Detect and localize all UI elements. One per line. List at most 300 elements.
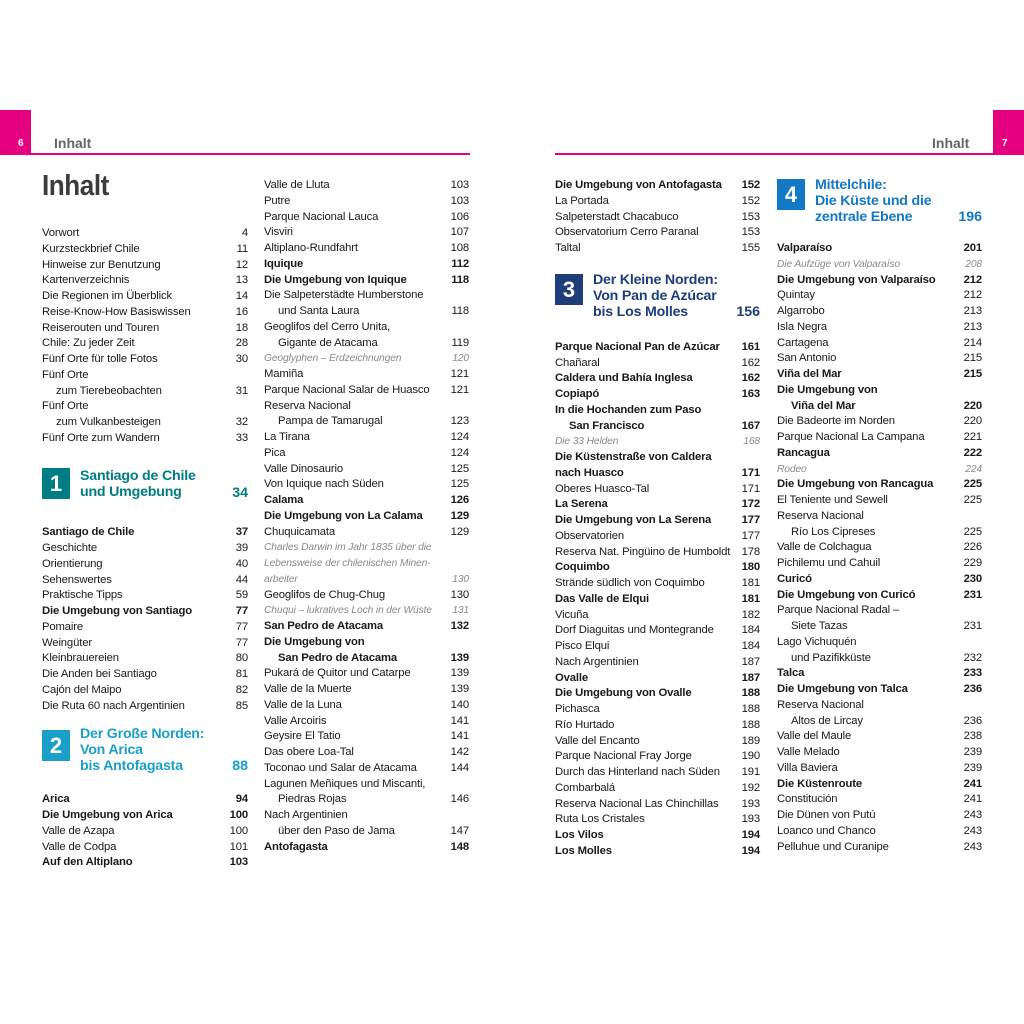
toc-entry[interactable] — [777, 288, 982, 304]
toc-entry[interactable] — [264, 477, 469, 493]
section-4-heading[interactable] — [777, 178, 982, 241]
toc-entry-title: Valle del Encanto — [555, 734, 640, 747]
toc-entry-title: Mamiña — [264, 368, 304, 380]
toc-entry-title: Coquimbo — [555, 561, 610, 574]
toc-entry-title: Die Umgebung von — [777, 383, 878, 396]
toc-entry-page: 231 — [963, 588, 982, 601]
toc-entry[interactable] — [42, 242, 248, 258]
toc-entry[interactable] — [777, 635, 982, 651]
toc-entry[interactable] — [264, 383, 469, 399]
section-title-line: Von Arica — [80, 742, 143, 759]
section-1-heading[interactable] — [42, 462, 248, 525]
toc-entry-title: Siete Tazas — [791, 620, 848, 632]
toc-entry[interactable] — [264, 588, 469, 604]
toc-entry[interactable] — [555, 560, 760, 576]
toc-entry-title: Valle de la Muerte — [264, 683, 352, 695]
toc-entry[interactable] — [777, 777, 982, 793]
toc-entry-title: Quintay — [777, 289, 815, 302]
toc-entry-title: Gigante de Atacama — [278, 336, 378, 349]
section-title — [80, 726, 204, 774]
toc-entry-title: Kleinbrauereien — [42, 652, 119, 665]
toc-entry[interactable] — [555, 639, 760, 655]
toc-entry-page: 225 — [963, 525, 982, 538]
toc-entry[interactable] — [264, 430, 469, 446]
toc-entry-title: Geoglifos del Cerro Unita, — [264, 320, 391, 333]
toc-entry[interactable] — [555, 655, 760, 671]
toc-entry-page: 129 — [450, 509, 469, 522]
toc-entry[interactable] — [264, 351, 469, 367]
toc-entry-page: 241 — [963, 793, 982, 806]
toc-entry-page: 243 — [963, 809, 982, 821]
toc-entry[interactable] — [42, 636, 248, 652]
toc-entry-page: 30 — [235, 353, 248, 365]
section-3-heading[interactable] — [555, 257, 760, 340]
toc-entry[interactable] — [264, 367, 469, 383]
toc-entry-page: 40 — [235, 557, 248, 570]
toc-entry-title: Putre — [264, 194, 291, 207]
toc-entry[interactable] — [42, 399, 248, 415]
toc-entry-page: 215 — [963, 368, 982, 380]
toc-entry[interactable] — [555, 592, 760, 608]
toc-entry-title: Durch das Hinterland nach Süden — [555, 766, 720, 778]
toc-entry-title: Caldera und Bahía Inglesa — [555, 372, 693, 385]
toc-entry[interactable] — [777, 304, 982, 320]
toc-entry-title: Die Badeorte im Norden — [777, 415, 895, 428]
toc-entry[interactable] — [264, 729, 469, 745]
toc-entry[interactable] — [555, 828, 760, 844]
toc-entry[interactable] — [42, 620, 248, 636]
toc-entry[interactable] — [42, 384, 248, 400]
toc-entry[interactable] — [777, 367, 982, 383]
toc-entry[interactable] — [555, 403, 760, 419]
toc-entry[interactable] — [555, 419, 760, 435]
toc-entry[interactable] — [264, 241, 469, 257]
toc-entry-page: 80 — [235, 652, 248, 665]
section-title-line: Santiago de Chile — [80, 468, 196, 485]
toc-entry[interactable] — [42, 588, 248, 604]
toc-entry[interactable] — [264, 840, 469, 856]
toc-entry-title: Fünf Orte — [42, 400, 89, 413]
toc-entry-title: Nach Argentinien — [555, 655, 639, 668]
toc-entry-title: Von Iquique nach Süden — [264, 478, 384, 491]
toc-entry-page: 141 — [450, 714, 469, 727]
toc-entry-page: 167 — [741, 419, 760, 432]
toc-entry[interactable] — [42, 541, 248, 557]
toc-entry[interactable] — [777, 509, 982, 525]
toc-entry[interactable] — [555, 623, 760, 639]
toc-entry-title: Die Umgebung von La Serena — [555, 514, 712, 526]
toc-entry[interactable] — [777, 714, 982, 730]
toc-entry-title: Dorf Diaguitas und Montegrande — [555, 624, 714, 637]
toc-entry[interactable] — [264, 824, 469, 840]
toc-entry-title: Chuqui – lukratives Loch in der Wüste — [264, 605, 432, 617]
toc-entry[interactable] — [42, 273, 248, 289]
toc-entry-title: Kurzsteckbrief Chile — [42, 242, 140, 255]
toc-entry[interactable] — [777, 792, 982, 808]
toc-entry-title: Geoglyphen – Erdzeichnungen — [264, 353, 402, 365]
toc-entry-title: Reserva Nat. Pingüino de Humboldt — [555, 545, 731, 558]
toc-entry-page: 181 — [741, 577, 760, 589]
toc-entry-title: Talca — [777, 667, 805, 680]
toc-entry[interactable] — [777, 808, 982, 824]
toc-entry[interactable] — [777, 603, 982, 619]
toc-entry[interactable] — [555, 178, 760, 194]
toc-entry-title: Die Salpeterstädte Humberstone — [264, 289, 424, 302]
toc-entry[interactable] — [42, 525, 248, 541]
toc-entry-title: Die Umgebung von Curicó — [777, 588, 916, 601]
toc-entry-title: Die Umgebung von Iquique — [264, 273, 407, 286]
toc-entry-page: 103 — [450, 179, 469, 191]
toc-entry-title: Ruta Los Cristales — [555, 813, 645, 826]
toc-entry-title: Parque Nacional Fray Jorge — [555, 750, 692, 763]
toc-entry[interactable] — [777, 336, 982, 352]
toc-entry[interactable] — [264, 745, 469, 761]
toc-entry[interactable] — [555, 450, 760, 466]
toc-entry-page: 181 — [741, 592, 760, 605]
toc-entry[interactable] — [777, 572, 982, 588]
toc-entry[interactable] — [264, 178, 469, 194]
toc-entry[interactable] — [264, 619, 469, 635]
toc-entry[interactable] — [264, 304, 469, 320]
toc-entry-title: San Antonio — [777, 352, 837, 365]
toc-entry[interactable] — [42, 431, 248, 447]
toc-entry-page: 239 — [963, 746, 982, 758]
toc-entry-page: 238 — [963, 730, 982, 743]
toc-entry[interactable] — [777, 540, 982, 556]
toc-entry[interactable] — [555, 812, 760, 828]
toc-entry[interactable] — [777, 588, 982, 604]
toc-entry-page: 224 — [965, 463, 982, 475]
toc-entry-page: 144 — [450, 761, 469, 774]
toc-entry-page: 184 — [741, 624, 760, 637]
toc-entry-page: 162 — [741, 372, 760, 385]
toc-entry[interactable] — [264, 462, 469, 478]
toc-entry[interactable] — [42, 321, 248, 337]
toc-entry[interactable] — [777, 619, 982, 635]
toc-entry[interactable] — [555, 702, 760, 718]
toc-entry[interactable] — [555, 781, 760, 797]
toc-entry-page: 142 — [450, 746, 469, 758]
toc-entry-page: 130 — [450, 588, 469, 601]
toc-entry[interactable] — [555, 608, 760, 624]
toc-entry-title: Rodeo — [777, 463, 807, 475]
toc-entry[interactable] — [264, 540, 469, 556]
toc-entry-title: Chile: Zu jeder Zeit — [42, 337, 135, 350]
toc-entry[interactable] — [555, 844, 760, 860]
toc-entry-title: Die Umgebung von — [264, 635, 365, 648]
toc-entry[interactable] — [264, 273, 469, 289]
toc-entry-page: 182 — [741, 608, 760, 621]
toc-entry[interactable] — [555, 340, 760, 356]
toc-entry-title: La Tirana — [264, 431, 310, 443]
toc-entry-title: Iquique — [264, 257, 304, 270]
toc-entry[interactable] — [264, 210, 469, 226]
toc-entry-title: Pomaire — [42, 620, 84, 633]
right-header-rule — [555, 153, 1024, 155]
toc-entry-page: 155 — [741, 242, 760, 254]
toc-entry-title: Valle de Lluta — [264, 179, 330, 191]
toc-entry[interactable] — [264, 714, 469, 730]
toc-entry[interactable] — [42, 824, 248, 840]
toc-entry-page: 120 — [452, 353, 469, 365]
toc-entry[interactable] — [555, 194, 760, 210]
toc-entry-title: Santiago de Chile — [42, 526, 135, 539]
toc-entry[interactable] — [555, 497, 760, 513]
section-number: 3 — [555, 274, 583, 305]
toc-entry[interactable] — [264, 666, 469, 682]
toc-entry-title: Die Küstenstraße von Caldera — [555, 451, 712, 463]
toc-entry[interactable] — [42, 258, 248, 274]
toc-entry[interactable] — [264, 225, 469, 241]
toc-entry[interactable] — [777, 399, 982, 415]
toc-entry[interactable] — [555, 210, 760, 226]
toc-entry-title: Cartagena — [777, 336, 829, 349]
toc-entry[interactable] — [777, 430, 982, 446]
toc-entry-page: 214 — [963, 336, 982, 349]
left-page-tab — [0, 110, 31, 154]
toc-entry-page: 193 — [741, 797, 760, 810]
toc-entry[interactable] — [264, 603, 469, 619]
toc-entry[interactable] — [264, 792, 469, 808]
section-page: 156 — [736, 303, 760, 320]
toc-entry[interactable] — [42, 368, 248, 384]
toc-entry-page: 212 — [963, 273, 982, 286]
toc-entry[interactable] — [42, 352, 248, 368]
toc-entry[interactable] — [264, 336, 469, 352]
toc-entry-page: 131 — [452, 605, 469, 617]
toc-column-3 — [555, 178, 760, 860]
toc-entry[interactable] — [42, 336, 248, 352]
toc-entry[interactable] — [555, 241, 760, 257]
toc-entry-page: 44 — [235, 573, 248, 586]
toc-entry[interactable] — [777, 241, 982, 257]
toc-entry-page: 225 — [963, 494, 982, 506]
toc-entry-page: 161 — [741, 340, 760, 353]
toc-entry[interactable] — [555, 482, 760, 498]
toc-entry[interactable] — [777, 414, 982, 430]
toc-entry[interactable] — [42, 792, 248, 808]
toc-entry-title: Geysire El Tatio — [264, 730, 341, 743]
toc-entry[interactable] — [42, 226, 248, 242]
toc-entry[interactable] — [777, 745, 982, 761]
toc-entry[interactable] — [42, 573, 248, 589]
toc-entry-page: 222 — [963, 446, 982, 459]
toc-entry-page: 229 — [963, 557, 982, 569]
toc-entry-page: 243 — [963, 840, 982, 853]
toc-entry[interactable] — [555, 387, 760, 403]
toc-entry-title: und Pazifikküste — [791, 651, 871, 664]
toc-entry-page: 85 — [235, 699, 248, 712]
toc-entry[interactable] — [42, 699, 248, 715]
toc-entry-page: 243 — [963, 824, 982, 837]
toc-entry[interactable] — [777, 666, 982, 682]
toc-entry[interactable] — [264, 194, 469, 210]
toc-entry-title: Copiapó — [555, 388, 600, 400]
toc-entry-title: Isla Negra — [777, 320, 827, 333]
toc-entry-title: Altos de Lircay — [791, 714, 863, 727]
toc-entry[interactable] — [42, 808, 248, 824]
toc-entry[interactable] — [555, 371, 760, 387]
toc-entry-title: Los Vilos — [555, 829, 604, 841]
toc-entry-title: San Francisco — [569, 419, 645, 432]
toc-entry[interactable] — [555, 671, 760, 687]
toc-entry[interactable] — [777, 651, 982, 667]
toc-entry-title: Viña del Mar — [791, 399, 856, 412]
toc-entry[interactable] — [555, 734, 760, 750]
toc-entry-title: Pukará de Quitor und Catarpe — [264, 667, 411, 680]
toc-entry-page: 221 — [963, 431, 982, 443]
toc-entry[interactable] — [777, 493, 982, 509]
toc-entry[interactable] — [42, 557, 248, 573]
toc-entry[interactable] — [777, 320, 982, 336]
toc-entry-title: Orientierung — [42, 557, 103, 570]
toc-entry[interactable] — [777, 824, 982, 840]
toc-entry[interactable] — [264, 493, 469, 509]
section-title — [80, 468, 196, 500]
section-title-line: zentrale Ebene — [815, 209, 913, 225]
toc-entry[interactable] — [777, 556, 982, 572]
toc-entry[interactable] — [555, 797, 760, 813]
toc-entry[interactable] — [264, 651, 469, 667]
toc-entry[interactable] — [777, 729, 982, 745]
toc-entry[interactable] — [42, 683, 248, 699]
toc-entry[interactable] — [264, 761, 469, 777]
toc-entry[interactable] — [555, 686, 760, 702]
toc-entry[interactable] — [777, 525, 982, 541]
toc-entry[interactable] — [264, 320, 469, 336]
toc-entry-page: 119 — [451, 336, 469, 349]
toc-entry[interactable] — [42, 651, 248, 667]
toc-entry-page: 191 — [741, 766, 760, 778]
toc-entry[interactable] — [555, 765, 760, 781]
toc-entry[interactable] — [555, 356, 760, 372]
toc-entry-title: Valle de Codpa — [42, 840, 117, 853]
toc-entry[interactable] — [264, 525, 469, 541]
toc-entry[interactable] — [777, 351, 982, 367]
toc-entry-page: 208 — [965, 258, 982, 270]
toc-entry[interactable] — [777, 682, 982, 698]
toc-entry-page: 141 — [450, 730, 469, 743]
toc-entry[interactable] — [777, 446, 982, 462]
toc-entry[interactable] — [555, 545, 760, 561]
toc-entry[interactable] — [264, 635, 469, 651]
toc-column-2 — [264, 178, 469, 855]
section-2-heading[interactable] — [42, 714, 248, 792]
toc-entry[interactable] — [264, 257, 469, 273]
section-title-line: Der Große Norden: — [80, 726, 205, 743]
toc-entry[interactable] — [264, 556, 469, 572]
toc-entry-title: Sehenswertes — [42, 573, 112, 586]
toc-entry-title: Die Umgebung von Santiago — [42, 605, 193, 617]
section-page: 196 — [958, 209, 982, 225]
toc-entry-title: Die Umgebung von Antofagasta — [555, 179, 722, 191]
toc-entry-title: über den Paso de Jama — [278, 824, 395, 837]
toc-entry[interactable] — [555, 718, 760, 734]
toc-entry-title: Curicó — [777, 572, 812, 585]
toc-entry-page: 230 — [963, 572, 982, 585]
toc-entry-page: 132 — [450, 620, 469, 632]
toc-entry-title: Valle de Azapa — [42, 824, 115, 837]
toc-entry[interactable] — [42, 305, 248, 321]
toc-entry-title: Pichasca — [555, 703, 600, 715]
toc-entry[interactable] — [777, 698, 982, 714]
toc-entry[interactable] — [264, 698, 469, 714]
toc-entry[interactable] — [264, 414, 469, 430]
toc-entry-page: 177 — [741, 529, 760, 542]
toc-entry-title: Die Umgebung von Valparaíso — [777, 273, 936, 286]
toc-entry[interactable] — [42, 289, 248, 305]
toc-entry[interactable] — [264, 572, 469, 588]
section-number: 2 — [42, 730, 70, 761]
toc-entry[interactable] — [264, 288, 469, 304]
toc-entry[interactable] — [555, 225, 760, 241]
toc-entry-page: 82 — [235, 683, 248, 696]
toc-entry-title: Chuquicamata — [264, 525, 336, 538]
toc-entry[interactable] — [555, 513, 760, 529]
toc-entry[interactable] — [777, 462, 982, 478]
toc-entry[interactable] — [777, 257, 982, 273]
toc-entry-title: Altiplano-Rundfahrt — [264, 242, 358, 254]
toc-entry[interactable] — [777, 477, 982, 493]
toc-entry[interactable] — [555, 749, 760, 765]
toc-entry-title: Lagunen Meñiques und Miscanti, — [264, 777, 426, 790]
toc-column-4 — [777, 178, 982, 855]
toc-entry[interactable] — [42, 415, 248, 431]
toc-entry[interactable] — [555, 529, 760, 545]
toc-entry-title: Geschichte — [42, 542, 98, 554]
toc-entry-page: 171 — [741, 466, 760, 479]
toc-entry[interactable] — [555, 434, 760, 450]
toc-entry[interactable] — [42, 840, 248, 856]
toc-entry[interactable] — [264, 682, 469, 698]
toc-entry-page: 148 — [450, 840, 469, 853]
toc-entry-page: 32 — [235, 416, 248, 428]
toc-entry-title: Lago Vichuquén — [777, 635, 857, 648]
toc-entry-page: 193 — [741, 813, 760, 826]
section-title — [593, 272, 718, 320]
toc-entry-page: 94 — [235, 793, 248, 806]
toc-entry[interactable] — [777, 273, 982, 289]
toc-entry[interactable] — [777, 761, 982, 777]
toc-entry-page: 225 — [963, 478, 982, 491]
toc-entry[interactable] — [264, 808, 469, 824]
toc-entry-page: 12 — [235, 258, 248, 271]
toc-entry-page: 153 — [741, 226, 760, 239]
toc-entry[interactable] — [264, 399, 469, 415]
toc-entry-page: 14 — [235, 290, 248, 302]
right-running-head: Inhalt — [932, 135, 970, 151]
toc-entry-page: 188 — [741, 703, 760, 715]
toc-entry-title: Observatorium Cerro Paranal — [555, 226, 699, 239]
toc-entry[interactable] — [777, 383, 982, 399]
toc-entry[interactable] — [42, 604, 248, 620]
toc-entry[interactable] — [42, 667, 248, 683]
toc-entry[interactable] — [555, 576, 760, 592]
toc-entry-page: 147 — [450, 824, 469, 837]
toc-entry[interactable] — [777, 840, 982, 856]
toc-entry-title: Die 33 Helden — [555, 436, 619, 448]
toc-entry[interactable] — [42, 855, 248, 871]
toc-entry-title: Arica — [42, 793, 70, 806]
toc-entry[interactable] — [264, 777, 469, 793]
toc-entry-page: 152 — [741, 179, 760, 191]
toc-entry[interactable] — [264, 509, 469, 525]
toc-entry-title: Kartenverzeichnis — [42, 274, 130, 287]
toc-entry[interactable] — [555, 466, 760, 482]
toc-entry[interactable] — [264, 446, 469, 462]
toc-entry-page: 139 — [450, 651, 469, 664]
toc-entry-title: Taltal — [555, 242, 581, 254]
